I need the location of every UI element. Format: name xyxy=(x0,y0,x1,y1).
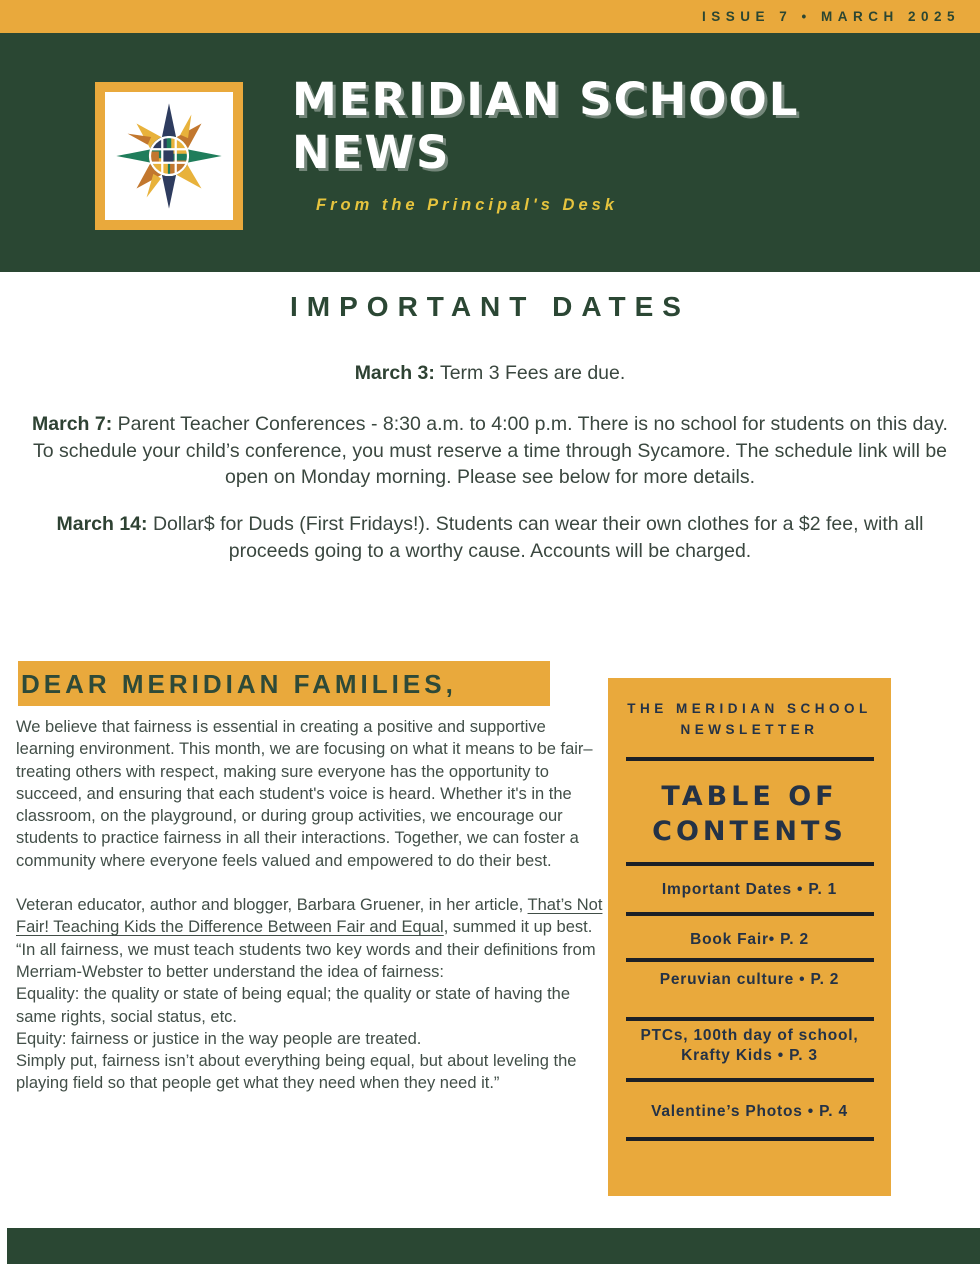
table-of-contents-panel xyxy=(608,678,891,1196)
date-text: Dollar$ for Duds (First Fridays!). Students can wear their own clothes for a $2 fee, with all proceeds going to a worthy cause. Accounts will be charged. xyxy=(147,513,924,562)
issue-bar xyxy=(0,0,980,33)
letter-paragraph-2-prefix: Veteran educator, author and blogger, Barbara Gruener, in her article, xyxy=(16,896,528,915)
letter-body xyxy=(16,716,609,1095)
footer-bar xyxy=(7,1228,980,1264)
masthead-banner xyxy=(0,33,980,272)
school-logo xyxy=(95,82,243,230)
letter-quote-equity: Equity: fairness or justice in the way people are treated. xyxy=(16,1029,422,1048)
issue-label: ISSUE 7 • MARCH 2025 xyxy=(701,9,960,24)
toc-item-peruvian-culture: Peruvian culture • P. 2 xyxy=(659,971,840,988)
toc-divider xyxy=(626,1078,874,1082)
toc-divider xyxy=(626,958,874,962)
letter-quote-closing: Simply put, fairness isn’t about everything being equal, but about leveling the playing field so that people get what they need when they need it.” xyxy=(16,1052,577,1093)
toc-divider xyxy=(626,757,874,761)
letter-quote-equality: Equality: the quality or state of being equal; the quality or state of having the same rights, social status, etc. xyxy=(16,985,571,1026)
date-item-march-3 xyxy=(20,360,960,387)
date-item-march-14 xyxy=(20,511,960,564)
compass-star-icon xyxy=(113,100,225,212)
toc-title-line1: TABLE OF xyxy=(661,781,838,812)
toc-item-important-dates: Important Dates • P. 1 xyxy=(661,881,838,898)
newsletter-title-line1: MERIDIAN SCHOOL xyxy=(292,73,800,126)
date-item-march-7 xyxy=(20,411,960,491)
date-text: Term 3 Fees are due. xyxy=(434,362,626,384)
letter-heading: DEAR MERIDIAN FAMILIES, xyxy=(18,661,550,706)
toc-divider xyxy=(626,1137,874,1141)
letter-paragraph-2 xyxy=(16,894,609,939)
date-label: March 3: xyxy=(354,362,435,384)
letter-paragraph-2-suffix: , summed it up best. xyxy=(443,918,593,937)
toc-item-ptcs: PTCs, 100th day of school, Krafty Kids • P. 3 xyxy=(640,1027,859,1064)
toc-kicker xyxy=(608,678,891,740)
toc-item-book-fair: Book Fair• P. 2 xyxy=(690,931,809,948)
toc-title-line2: CONTENTS xyxy=(652,816,847,847)
letter-paragraph-1: We believe that fairness is essential in creating a positive and supportive learning environment. This month, we are focusing on what it means to be fair–treating others with respect, making sure everyone has the opportunity to succeed, and ensuring that each student's voice is heard. Whether it's in the classroom, on the playground, or during group activities, we encourage our students to practice fairness in all their interactions. Together, we can foster a community where everyone feels valued and empowered to do their best. xyxy=(16,718,593,870)
toc-kicker-line1: THE MERIDIAN SCHOOL xyxy=(627,701,872,716)
letter-quote-intro: “In all fairness, we must teach students two key words and their definitions from Merriam-Webster to better understand the idea of fairness: xyxy=(16,940,596,981)
date-label: March 7: xyxy=(32,413,113,435)
date-label: March 14: xyxy=(56,513,148,535)
toc-divider xyxy=(626,912,874,916)
important-dates-heading: IMPORTANT DATES xyxy=(290,291,690,322)
newsletter-subtitle: From the Principal's Desk xyxy=(316,196,618,214)
toc-item-valentines-photos: Valentine’s Photos • P. 4 xyxy=(651,1103,848,1120)
toc-kicker-line2: NEWSLETTER xyxy=(680,722,819,737)
toc-title xyxy=(608,779,891,849)
article-link[interactable]: That’s Not Fair! Teaching Kids the Difference Between Fair and Equal xyxy=(16,896,603,937)
toc-divider xyxy=(626,862,874,866)
newsletter-title-line2: NEWS xyxy=(292,126,451,179)
date-text: Parent Teacher Conferences - 8:30 a.m. to 4:00 p.m. There is no school for students on this day. To schedule your child’s conference, you must reserve a time through Sycamore. The schedule link will be open on Monday morning. Please see below for more details. xyxy=(32,413,948,488)
toc-divider xyxy=(626,1017,874,1021)
newsletter-title xyxy=(292,73,799,179)
